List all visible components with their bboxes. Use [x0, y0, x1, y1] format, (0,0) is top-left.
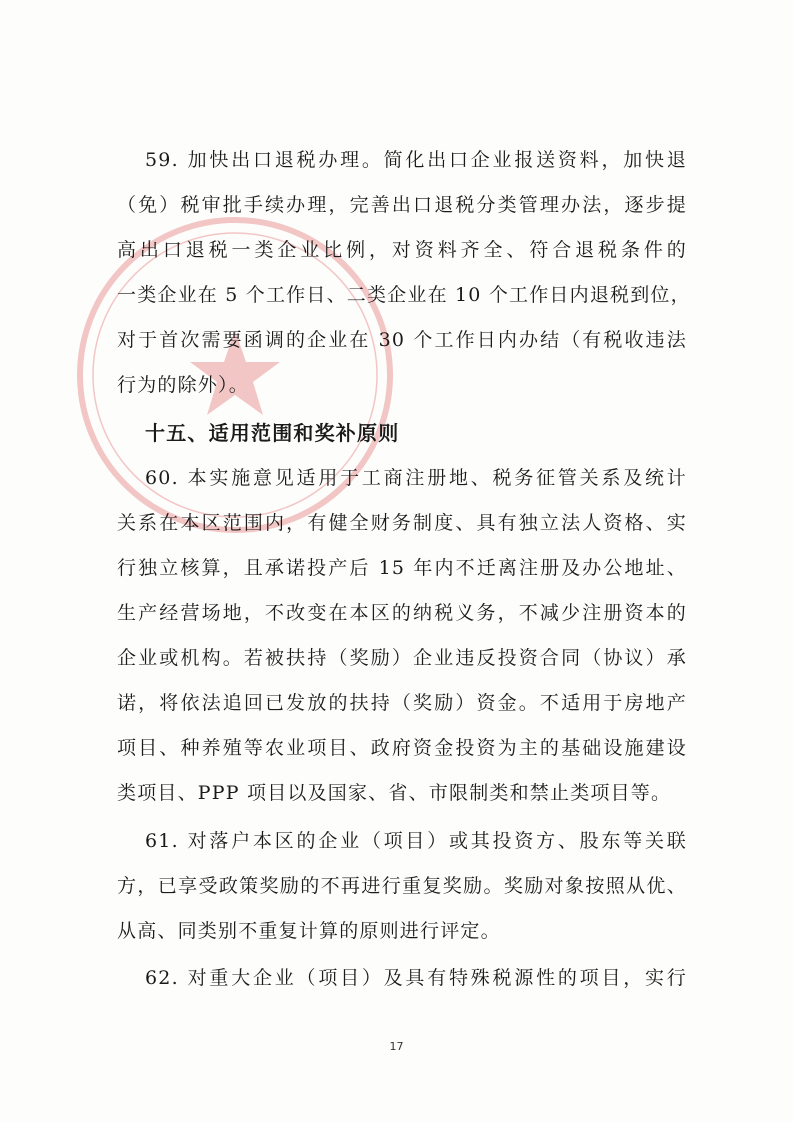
paragraph-61-line-2: 方，已享受政策奖励的不再进行重复奖励。奖励对象按照从优、 — [117, 875, 687, 897]
paragraph-61-line-3: 从高、同类别不重复计算的原则进行评定。 — [117, 920, 501, 942]
paragraph-60-line-7: 项目、种养殖等农业项目、政府资金投资为主的基础设施建设 — [117, 737, 687, 759]
paragraph-62-line-1: 62. 对重大企业（项目）及具有特殊税源性的项目，实行 — [145, 967, 687, 989]
paragraph-60-line-8: 类项目、PPP 项目以及国家、省、市限制类和禁止类项目等。 — [117, 782, 672, 804]
paragraph-60-line-6: 诺，将依法追回已发放的扶持（奖励）资金。不适用于房地产 — [117, 692, 687, 714]
paragraph-59-line-4: 一类企业在 5 个工作日、二类企业在 10 个工作日内退税到位， — [117, 284, 691, 306]
paragraph-60-line-3: 行独立核算，且承诺投产后 15 年内不迁离注册及办公地址、 — [117, 557, 687, 579]
paragraph-60-line-1: 60. 本实施意见适用于工商注册地、税务征管关系及统计 — [145, 467, 687, 489]
paragraph-60-line-2: 关系在本区范围内，有健全财务制度、具有独立法人资格、实 — [117, 512, 687, 534]
section-heading-15: 十五、适用范围和奖补原则 — [145, 421, 400, 445]
page-number: 17 — [389, 1040, 404, 1053]
paragraph-59-line-3: 高出口退税一类企业比例，对资料齐全、符合退税条件的 — [117, 239, 687, 261]
paragraph-59-line-6: 行为的除外）。 — [117, 374, 249, 396]
paragraph-61-line-1: 61. 对落户本区的企业（项目）或其投资方、股东等关联 — [145, 830, 687, 852]
paragraph-60-line-4: 生产经营场地，不改变在本区的纳税义务，不减少注册资本的 — [117, 602, 687, 624]
paragraph-59-line-2: （免）税审批手续办理，完善出口退税分类管理办法，逐步提 — [117, 194, 687, 216]
paragraph-59-line-1: 59. 加快出口退税办理。简化出口企业报送资料，加快退 — [145, 149, 687, 171]
paragraph-60-line-5: 企业或机构。若被扶持（奖励）企业违反投资合同（协议）承 — [117, 647, 687, 669]
paragraph-59-line-5: 对于首次需要函调的企业在 30 个工作日内办结（有税收违法 — [117, 329, 687, 351]
